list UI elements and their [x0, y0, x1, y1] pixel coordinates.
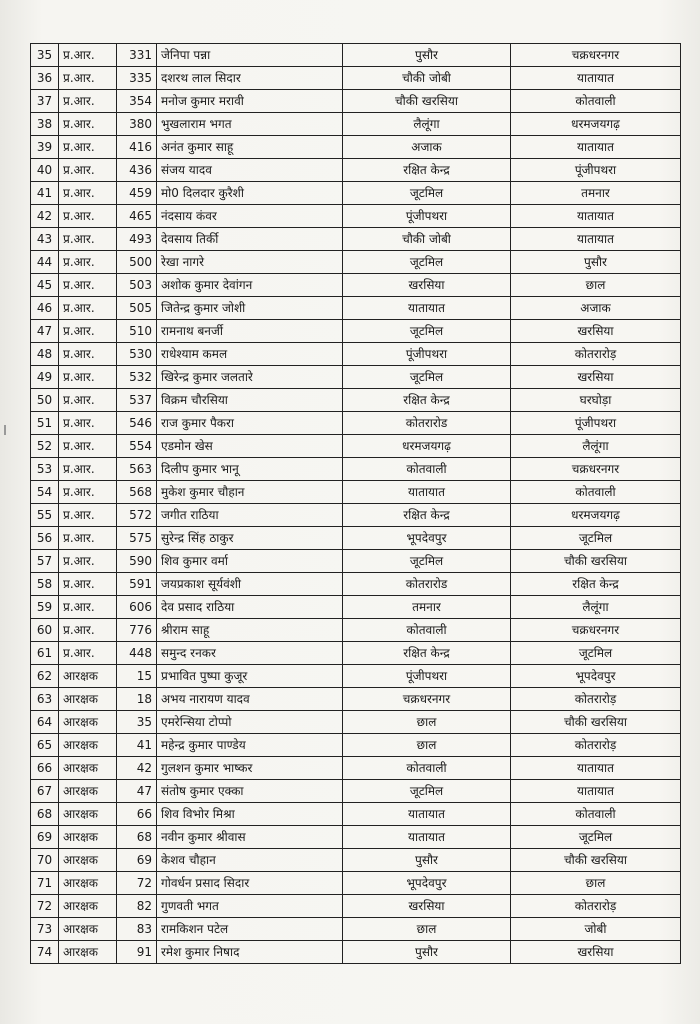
badge-number-cell: 493: [117, 228, 157, 251]
current-posting-cell: भूपदेवपुर: [343, 872, 511, 895]
serial-number-cell: 67: [31, 780, 59, 803]
badge-number-cell: 510: [117, 320, 157, 343]
current-posting-cell: भूपदेवपुर: [343, 527, 511, 550]
table-row: [31, 550, 681, 573]
rank-cell: प्र.आर.: [59, 458, 117, 481]
badge-number-cell: 66: [117, 803, 157, 826]
new-posting-cell: पुसौर: [511, 251, 681, 274]
new-posting-cell: कोतरारोड़: [511, 895, 681, 918]
serial-number-cell: 37: [31, 90, 59, 113]
serial-number-cell: 65: [31, 734, 59, 757]
employee-name-cell: मुकेश कुमार चौहान: [157, 481, 343, 504]
table-row: [31, 90, 681, 113]
new-posting-cell: जूटमिल: [511, 826, 681, 849]
rank-cell: आरक्षक: [59, 711, 117, 734]
serial-number-cell: 44: [31, 251, 59, 274]
table-row: [31, 941, 681, 964]
rank-cell: प्र.आर.: [59, 159, 117, 182]
serial-number-cell: 50: [31, 389, 59, 412]
table-row: [31, 895, 681, 918]
serial-number-cell: 51: [31, 412, 59, 435]
employee-name-cell: दशरथ लाल सिदार: [157, 67, 343, 90]
table-row: [31, 159, 681, 182]
serial-number-cell: 42: [31, 205, 59, 228]
current-posting-cell: चौकी खरसिया: [343, 90, 511, 113]
badge-number-cell: 500: [117, 251, 157, 274]
rank-cell: आरक्षक: [59, 665, 117, 688]
serial-number-cell: 64: [31, 711, 59, 734]
current-posting-cell: यातायात: [343, 297, 511, 320]
table-row: [31, 642, 681, 665]
rank-cell: आरक्षक: [59, 849, 117, 872]
serial-number-cell: 35: [31, 44, 59, 67]
table-row: [31, 527, 681, 550]
employee-name-cell: मो0 दिलदार कुरैशी: [157, 182, 343, 205]
badge-number-cell: 380: [117, 113, 157, 136]
current-posting-cell: पूंजीपथरा: [343, 205, 511, 228]
employee-name-cell: गोवर्धन प्रसाद सिदार: [157, 872, 343, 895]
current-posting-cell: जूटमिल: [343, 251, 511, 274]
serial-number-cell: 59: [31, 596, 59, 619]
table-row: [31, 320, 681, 343]
serial-number-cell: 36: [31, 67, 59, 90]
new-posting-cell: घरघोड़ा: [511, 389, 681, 412]
rank-cell: प्र.आर.: [59, 389, 117, 412]
serial-number-cell: 52: [31, 435, 59, 458]
serial-number-cell: 49: [31, 366, 59, 389]
serial-number-cell: 74: [31, 941, 59, 964]
rank-cell: आरक्षक: [59, 688, 117, 711]
badge-number-cell: 459: [117, 182, 157, 205]
table-row: [31, 803, 681, 826]
new-posting-cell: यातायात: [511, 205, 681, 228]
badge-number-cell: 91: [117, 941, 157, 964]
current-posting-cell: कोतरारोड: [343, 573, 511, 596]
serial-number-cell: 61: [31, 642, 59, 665]
rank-cell: आरक्षक: [59, 872, 117, 895]
serial-number-cell: 69: [31, 826, 59, 849]
rank-cell: प्र.आर.: [59, 251, 117, 274]
rank-cell: आरक्षक: [59, 941, 117, 964]
table-row: [31, 435, 681, 458]
rank-cell: प्र.आर.: [59, 228, 117, 251]
employee-name-cell: एडमोन खेस: [157, 435, 343, 458]
employee-name-cell: नवीन कुमार श्रीवास: [157, 826, 343, 849]
rank-cell: प्र.आर.: [59, 596, 117, 619]
table-row: [31, 136, 681, 159]
current-posting-cell: पूंजीपथरा: [343, 665, 511, 688]
serial-number-cell: 57: [31, 550, 59, 573]
rank-cell: प्र.आर.: [59, 205, 117, 228]
employee-name-cell: नंदसाय कंवर: [157, 205, 343, 228]
badge-number-cell: 42: [117, 757, 157, 780]
new-posting-cell: कोतवाली: [511, 803, 681, 826]
table-row: [31, 757, 681, 780]
employee-name-cell: विक्रम चौरसिया: [157, 389, 343, 412]
current-posting-cell: छाल: [343, 918, 511, 941]
table-body: [31, 44, 681, 964]
table-row: [31, 504, 681, 527]
table-row: [31, 251, 681, 274]
rank-cell: प्र.आर.: [59, 504, 117, 527]
rank-cell: प्र.आर.: [59, 343, 117, 366]
current-posting-cell: चक्रधरनगर: [343, 688, 511, 711]
badge-number-cell: 18: [117, 688, 157, 711]
badge-number-cell: 354: [117, 90, 157, 113]
table-row: [31, 665, 681, 688]
employee-name-cell: देव प्रसाद राठिया: [157, 596, 343, 619]
serial-number-cell: 63: [31, 688, 59, 711]
rank-cell: आरक्षक: [59, 826, 117, 849]
employee-name-cell: सुरेन्द्र सिंह ठाकुर: [157, 527, 343, 550]
badge-number-cell: 68: [117, 826, 157, 849]
employee-name-cell: रेखा नागरे: [157, 251, 343, 274]
current-posting-cell: जूटमिल: [343, 366, 511, 389]
new-posting-cell: यातायात: [511, 136, 681, 159]
badge-number-cell: 546: [117, 412, 157, 435]
new-posting-cell: यातायात: [511, 757, 681, 780]
table-row: [31, 619, 681, 642]
employee-name-cell: राज कुमार पैकरा: [157, 412, 343, 435]
serial-number-cell: 56: [31, 527, 59, 550]
current-posting-cell: यातायात: [343, 481, 511, 504]
employee-name-cell: जेनिपा पन्ना: [157, 44, 343, 67]
serial-number-cell: 73: [31, 918, 59, 941]
new-posting-cell: जोबी: [511, 918, 681, 941]
new-posting-cell: चक्रधरनगर: [511, 44, 681, 67]
employee-name-cell: संतोष कुमार एक्का: [157, 780, 343, 803]
rank-cell: प्र.आर.: [59, 481, 117, 504]
new-posting-cell: धरमजयगढ़: [511, 504, 681, 527]
badge-number-cell: 537: [117, 389, 157, 412]
table-row: [31, 458, 681, 481]
new-posting-cell: छाल: [511, 872, 681, 895]
employee-name-cell: शिव विभोर मिश्रा: [157, 803, 343, 826]
badge-number-cell: 416: [117, 136, 157, 159]
rank-cell: प्र.आर.: [59, 642, 117, 665]
employee-name-cell: अनंत कुमार साहू: [157, 136, 343, 159]
table-row: [31, 780, 681, 803]
new-posting-cell: भूपदेवपुर: [511, 665, 681, 688]
serial-number-cell: 70: [31, 849, 59, 872]
employee-name-cell: समुन्द रनकर: [157, 642, 343, 665]
employee-name-cell: देवसाय तिर्की: [157, 228, 343, 251]
current-posting-cell: छाल: [343, 734, 511, 757]
rank-cell: आरक्षक: [59, 734, 117, 757]
new-posting-cell: कोतरारोड़: [511, 734, 681, 757]
new-posting-cell: जूटमिल: [511, 527, 681, 550]
rank-cell: प्र.आर.: [59, 274, 117, 297]
new-posting-cell: खरसिया: [511, 366, 681, 389]
current-posting-cell: चौकी जोबी: [343, 228, 511, 251]
badge-number-cell: 575: [117, 527, 157, 550]
current-posting-cell: कोतवाली: [343, 757, 511, 780]
badge-number-cell: 563: [117, 458, 157, 481]
current-posting-cell: पुसौर: [343, 849, 511, 872]
table-row: [31, 711, 681, 734]
employee-name-cell: रामकिशन पटेल: [157, 918, 343, 941]
rank-cell: प्र.आर.: [59, 573, 117, 596]
badge-number-cell: 41: [117, 734, 157, 757]
current-posting-cell: जूटमिल: [343, 780, 511, 803]
serial-number-cell: 45: [31, 274, 59, 297]
serial-number-cell: 46: [31, 297, 59, 320]
current-posting-cell: चौकी जोबी: [343, 67, 511, 90]
new-posting-cell: धरमजयगढ़: [511, 113, 681, 136]
new-posting-cell: लैलूंगा: [511, 596, 681, 619]
badge-number-cell: 606: [117, 596, 157, 619]
serial-number-cell: 66: [31, 757, 59, 780]
table-row: [31, 849, 681, 872]
current-posting-cell: खरसिया: [343, 895, 511, 918]
new-posting-cell: पूंजीपथरा: [511, 159, 681, 182]
employee-name-cell: केशव चौहान: [157, 849, 343, 872]
employee-name-cell: जितेन्द्र कुमार जोशी: [157, 297, 343, 320]
badge-number-cell: 505: [117, 297, 157, 320]
current-posting-cell: खरसिया: [343, 274, 511, 297]
new-posting-cell: छाल: [511, 274, 681, 297]
employee-name-cell: एमरेन्सिया टोप्पो: [157, 711, 343, 734]
badge-number-cell: 776: [117, 619, 157, 642]
table-row: [31, 688, 681, 711]
employee-name-cell: संजय यादव: [157, 159, 343, 182]
new-posting-cell: चौकी खरसिया: [511, 849, 681, 872]
new-posting-cell: चौकी खरसिया: [511, 711, 681, 734]
rank-cell: आरक्षक: [59, 780, 117, 803]
badge-number-cell: 465: [117, 205, 157, 228]
scan-edge-mark: [4, 425, 6, 435]
new-posting-cell: यातायात: [511, 780, 681, 803]
rank-cell: प्र.आर.: [59, 412, 117, 435]
current-posting-cell: यातायात: [343, 803, 511, 826]
employee-name-cell: अभय नारायण यादव: [157, 688, 343, 711]
table-row: [31, 113, 681, 136]
badge-number-cell: 554: [117, 435, 157, 458]
table-row: [31, 412, 681, 435]
current-posting-cell: रक्षित केन्द्र: [343, 504, 511, 527]
employee-name-cell: रामनाथ बनर्जी: [157, 320, 343, 343]
table-row: [31, 205, 681, 228]
badge-number-cell: 72: [117, 872, 157, 895]
new-posting-cell: खरसिया: [511, 320, 681, 343]
rank-cell: प्र.आर.: [59, 67, 117, 90]
employee-name-cell: मनोज कुमार मरावी: [157, 90, 343, 113]
rank-cell: प्र.आर.: [59, 320, 117, 343]
new-posting-cell: पूंजीपथरा: [511, 412, 681, 435]
rank-cell: प्र.आर.: [59, 527, 117, 550]
transfer-table: [30, 43, 681, 964]
badge-number-cell: 572: [117, 504, 157, 527]
rank-cell: आरक्षक: [59, 757, 117, 780]
badge-number-cell: 15: [117, 665, 157, 688]
badge-number-cell: 335: [117, 67, 157, 90]
current-posting-cell: रक्षित केन्द्र: [343, 642, 511, 665]
serial-number-cell: 47: [31, 320, 59, 343]
new-posting-cell: रक्षित केन्द्र: [511, 573, 681, 596]
badge-number-cell: 436: [117, 159, 157, 182]
employee-name-cell: जगीत राठिया: [157, 504, 343, 527]
employee-name-cell: गुलशन कुमार भाष्कर: [157, 757, 343, 780]
table-row: [31, 596, 681, 619]
serial-number-cell: 68: [31, 803, 59, 826]
serial-number-cell: 72: [31, 895, 59, 918]
rank-cell: प्र.आर.: [59, 90, 117, 113]
badge-number-cell: 590: [117, 550, 157, 573]
rank-cell: आरक्षक: [59, 918, 117, 941]
new-posting-cell: यातायात: [511, 228, 681, 251]
table-row: [31, 389, 681, 412]
table-row: [31, 826, 681, 849]
current-posting-cell: अजाक: [343, 136, 511, 159]
current-posting-cell: छाल: [343, 711, 511, 734]
current-posting-cell: जूटमिल: [343, 320, 511, 343]
current-posting-cell: कोतवाली: [343, 458, 511, 481]
serial-number-cell: 58: [31, 573, 59, 596]
new-posting-cell: खरसिया: [511, 941, 681, 964]
new-posting-cell: कोतवाली: [511, 481, 681, 504]
table-row: [31, 481, 681, 504]
serial-number-cell: 39: [31, 136, 59, 159]
employee-name-cell: गुणवती भगत: [157, 895, 343, 918]
rank-cell: प्र.आर.: [59, 550, 117, 573]
serial-number-cell: 62: [31, 665, 59, 688]
badge-number-cell: 591: [117, 573, 157, 596]
serial-number-cell: 38: [31, 113, 59, 136]
rank-cell: आरक्षक: [59, 803, 117, 826]
new-posting-cell: यातायात: [511, 67, 681, 90]
serial-number-cell: 71: [31, 872, 59, 895]
rank-cell: प्र.आर.: [59, 435, 117, 458]
current-posting-cell: पुसौर: [343, 941, 511, 964]
employee-name-cell: राधेश्याम कमल: [157, 343, 343, 366]
badge-number-cell: 35: [117, 711, 157, 734]
table-row: [31, 44, 681, 67]
current-posting-cell: धरमजयगढ़: [343, 435, 511, 458]
employee-name-cell: भुखलाराम भगत: [157, 113, 343, 136]
employee-name-cell: महेन्द्र कुमार पाण्डेय: [157, 734, 343, 757]
new-posting-cell: अजाक: [511, 297, 681, 320]
current-posting-cell: कोतरारोड: [343, 412, 511, 435]
rank-cell: प्र.आर.: [59, 182, 117, 205]
current-posting-cell: तमनार: [343, 596, 511, 619]
table-row: [31, 228, 681, 251]
new-posting-cell: तमनार: [511, 182, 681, 205]
employee-name-cell: शिव कुमार वर्मा: [157, 550, 343, 573]
badge-number-cell: 568: [117, 481, 157, 504]
serial-number-cell: 41: [31, 182, 59, 205]
badge-number-cell: 83: [117, 918, 157, 941]
serial-number-cell: 53: [31, 458, 59, 481]
table-row: [31, 343, 681, 366]
table-row: [31, 573, 681, 596]
table-row: [31, 182, 681, 205]
employee-name-cell: दिलीप कुमार भानू: [157, 458, 343, 481]
table-row: [31, 734, 681, 757]
rank-cell: प्र.आर.: [59, 366, 117, 389]
current-posting-cell: जूटमिल: [343, 550, 511, 573]
table-row: [31, 366, 681, 389]
new-posting-cell: लैलूंगा: [511, 435, 681, 458]
badge-number-cell: 530: [117, 343, 157, 366]
badge-number-cell: 503: [117, 274, 157, 297]
rank-cell: आरक्षक: [59, 895, 117, 918]
employee-name-cell: खिरेन्द्र कुमार जलतारे: [157, 366, 343, 389]
badge-number-cell: 448: [117, 642, 157, 665]
employee-name-cell: रमेश कुमार निषाद: [157, 941, 343, 964]
current-posting-cell: पुसौर: [343, 44, 511, 67]
badge-number-cell: 331: [117, 44, 157, 67]
new-posting-cell: चौकी खरसिया: [511, 550, 681, 573]
badge-number-cell: 47: [117, 780, 157, 803]
badge-number-cell: 69: [117, 849, 157, 872]
current-posting-cell: लैलूंगा: [343, 113, 511, 136]
rank-cell: प्र.आर.: [59, 113, 117, 136]
current-posting-cell: यातायात: [343, 826, 511, 849]
employee-name-cell: श्रीराम साहू: [157, 619, 343, 642]
current-posting-cell: रक्षित केन्द्र: [343, 159, 511, 182]
rank-cell: प्र.आर.: [59, 44, 117, 67]
new-posting-cell: कोतवाली: [511, 90, 681, 113]
table-row: [31, 872, 681, 895]
new-posting-cell: कोतरारोड़: [511, 343, 681, 366]
current-posting-cell: रक्षित केन्द्र: [343, 389, 511, 412]
serial-number-cell: 43: [31, 228, 59, 251]
table-row: [31, 274, 681, 297]
serial-number-cell: 54: [31, 481, 59, 504]
current-posting-cell: जूटमिल: [343, 182, 511, 205]
serial-number-cell: 55: [31, 504, 59, 527]
table-row: [31, 67, 681, 90]
rank-cell: प्र.आर.: [59, 297, 117, 320]
badge-number-cell: 82: [117, 895, 157, 918]
new-posting-cell: चक्रधरनगर: [511, 458, 681, 481]
current-posting-cell: कोतवाली: [343, 619, 511, 642]
new-posting-cell: जूटमिल: [511, 642, 681, 665]
new-posting-cell: कोतरारोड़: [511, 688, 681, 711]
employee-name-cell: जयप्रकाश सूर्यवंशी: [157, 573, 343, 596]
employee-name-cell: प्रभावित पुष्पा कुजूर: [157, 665, 343, 688]
current-posting-cell: पूंजीपथरा: [343, 343, 511, 366]
new-posting-cell: चक्रधरनगर: [511, 619, 681, 642]
serial-number-cell: 60: [31, 619, 59, 642]
serial-number-cell: 48: [31, 343, 59, 366]
table-row: [31, 918, 681, 941]
table-row: [31, 297, 681, 320]
rank-cell: प्र.आर.: [59, 619, 117, 642]
badge-number-cell: 532: [117, 366, 157, 389]
employee-name-cell: अशोक कुमार देवांगन: [157, 274, 343, 297]
rank-cell: प्र.आर.: [59, 136, 117, 159]
serial-number-cell: 40: [31, 159, 59, 182]
